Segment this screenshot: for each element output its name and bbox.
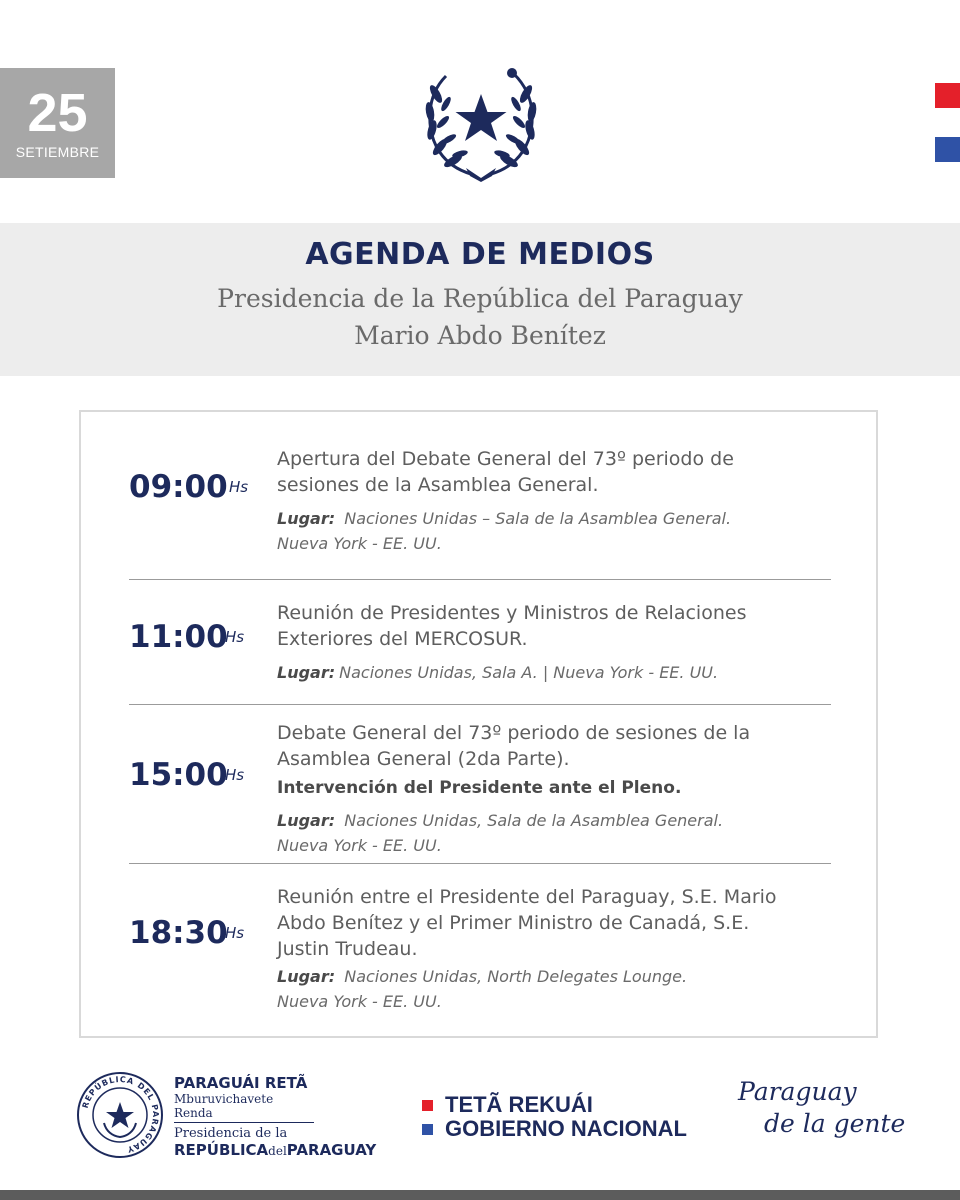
agenda-content — [277, 600, 837, 685]
place-label: Lugar: — [277, 811, 336, 830]
agenda-time: 18:30 — [129, 915, 228, 951]
agenda-description — [277, 600, 837, 652]
republic-seal-icon — [76, 1071, 164, 1159]
slogan-logo — [738, 1076, 905, 1140]
description-line: Reunión entre el Presidente del Paraguay, S.E. Mario — [277, 886, 777, 908]
place-line: Nueva York - EE. UU. — [277, 836, 442, 855]
paraguay-word: PARAGUAY — [286, 1141, 377, 1159]
del-word: del — [268, 1144, 287, 1158]
teta-text: TETÃ REKUÁI — [445, 1092, 593, 1117]
footer-title: PARAGUÁI RETÃ — [174, 1074, 308, 1092]
agenda-place — [277, 964, 837, 1014]
agenda-content — [277, 720, 837, 858]
place-label: Lugar: — [277, 509, 336, 528]
description-line: Apertura del Debate General del 73º periodo de — [277, 448, 734, 470]
description-line: sesiones de la Asamblea General. — [277, 474, 599, 496]
place-label: Lugar: — [277, 663, 336, 682]
agenda-place — [277, 660, 837, 685]
agenda-highlight: Intervención del Presidente ante el Pleno. — [277, 778, 682, 798]
place-label: Lugar: — [277, 967, 336, 986]
description-line: Justin Trudeau. — [277, 938, 418, 960]
slogan-line-2: de la gente — [764, 1109, 906, 1138]
date-day: 25 — [27, 83, 88, 143]
place-line: Naciones Unidas, Sala A. | Nueva York - EE. UU. — [339, 663, 719, 682]
red-square-icon — [422, 1100, 433, 1111]
footer-republica — [174, 1142, 404, 1160]
agenda-description — [277, 446, 837, 498]
description-line: Reunión de Presidentes y Ministros de Relaciones — [277, 602, 747, 624]
agenda-time: 11:00 — [129, 619, 228, 655]
description-line: Abdo Benítez y el Primer Ministro de Canadá, S.E. — [277, 912, 750, 934]
hours-label: Hs — [225, 766, 245, 784]
presidency-logo — [174, 1075, 404, 1160]
page-subtitle: Presidencia de la República del Paraguay — [217, 284, 743, 313]
agenda-time: 09:00 — [129, 469, 228, 505]
divider — [129, 863, 831, 864]
seal-ring-text: REPÚBLICA DEL PARAGUAY — [80, 1074, 161, 1155]
star-wreath-icon — [416, 64, 546, 182]
teta-line — [422, 1093, 687, 1117]
date-month: SETIEMBRE — [15, 144, 100, 160]
place-line: Naciones Unidas, Sala de la Asamblea General. — [344, 811, 724, 830]
agenda-place — [277, 808, 837, 858]
footer-subtitle: Mburuvichavete Renda — [174, 1092, 314, 1123]
agenda-description — [277, 720, 837, 772]
place-line: Naciones Unidas, North Delegates Lounge. — [344, 967, 688, 986]
place-line: Naciones Unidas – Sala de la Asamblea General. — [344, 509, 732, 528]
agenda-place — [277, 506, 837, 556]
description-line: Exteriores del MERCOSUR. — [277, 628, 528, 650]
date-badge — [0, 68, 115, 178]
hours-label: Hs — [229, 478, 249, 496]
slogan-line-1: Paraguay — [738, 1077, 857, 1106]
flag-red-stripe — [935, 83, 960, 108]
agenda-time: 15:00 — [129, 757, 228, 793]
description-line: Debate General del 73º periodo de sesiones de la — [277, 722, 751, 744]
gobierno-text: GOBIERNO NACIONAL — [445, 1116, 687, 1141]
gobierno-logo — [422, 1093, 687, 1141]
place-line: Nueva York - EE. UU. — [277, 992, 442, 1011]
place-line: Nueva York - EE. UU. — [277, 534, 442, 553]
divider — [129, 704, 831, 705]
page-title: AGENDA DE MEDIOS — [305, 237, 655, 272]
agenda-description — [277, 884, 837, 962]
republica-word: REPÚBLICA — [174, 1141, 269, 1159]
description-line: Asamblea General (2da Parte). — [277, 748, 570, 770]
gobierno-line — [422, 1117, 687, 1141]
bottom-bar — [0, 1190, 960, 1200]
agenda-list — [79, 410, 878, 1038]
header-band — [0, 223, 960, 376]
president-name: Mario Abdo Benítez — [354, 321, 606, 350]
hours-label: Hs — [225, 924, 245, 942]
hours-label: Hs — [225, 628, 245, 646]
flag-blue-stripe — [935, 137, 960, 162]
agenda-content — [277, 884, 837, 1014]
agenda-content — [277, 446, 837, 556]
divider — [129, 579, 831, 580]
footer-presidencia: Presidencia de la — [174, 1126, 288, 1141]
blue-square-icon — [422, 1124, 433, 1135]
